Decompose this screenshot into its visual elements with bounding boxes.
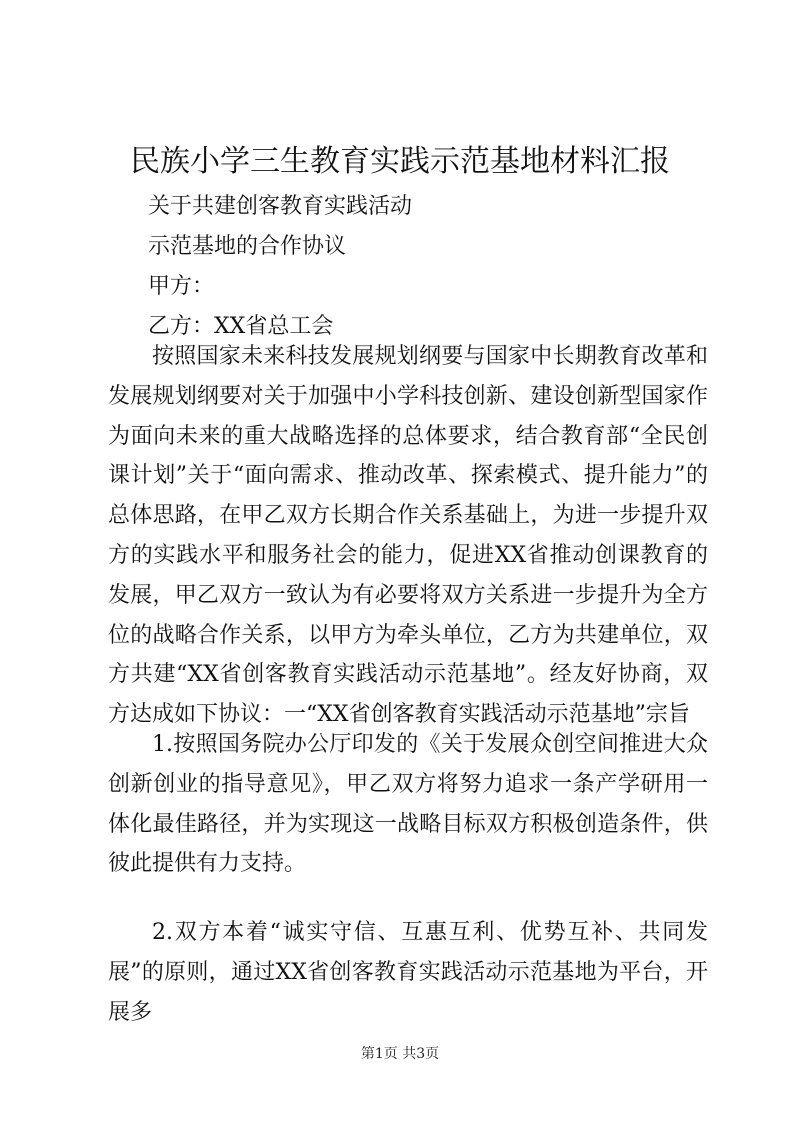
party-b-line: 乙方：XX省总工会 <box>148 314 334 339</box>
party-a-line: 甲方： <box>148 274 215 299</box>
agreement-heading-line-1: 关于共建创客教育实践活动 <box>148 194 413 219</box>
body-paragraph-2: 1.按照国务院办公厅印发的《关于发展众创空间推进大众创新创业的指导意见》，甲乙双方将努力追求一条产学研用一体化最佳路径，并为实现这一战略目标双方积极创造条件，供彼此提供有力支持。 <box>108 732 708 877</box>
page-footer: 第1页 共3页 <box>360 1046 440 1062</box>
agreement-heading-line-2: 示范基地的合作协议 <box>148 234 347 259</box>
body-paragraph-3: 2.双方本着“诚实守信、互惠互利、优势互补、共同发展”的原则，通过XX省创客教育实践活动示范基地为平台，开展多 <box>108 920 708 1025</box>
document-title: 民族小学三生教育实践示范基地材料汇报 <box>130 144 670 179</box>
body-paragraph-1: 按照国家未来科技发展规划纲要与国家中长期教育改革和发展规划纲要对关于加强中小学科技创新、建设创新型国家作为面向未来的重大战略选择的总体要求，结合教育部“全民创课计划”关于“面向需求、推动改革、探索模式、提升能力”的总体思路，在甲乙双方长期合作关系基础上，为进一步提升双方的实践水平和服务社会的能力，促进XX省推动创课教育的发展，甲乙双方一致认为有必要将双方关系进一步提升为全方位的战略合作关系，以甲方为牵头单位，乙方为共建单位，双方共建“XX省创客教育实践活动示范基地”。经友好协商，双方达成如下协议：一“XX省创客教育实践活动示范基地”宗旨 <box>108 344 708 728</box>
